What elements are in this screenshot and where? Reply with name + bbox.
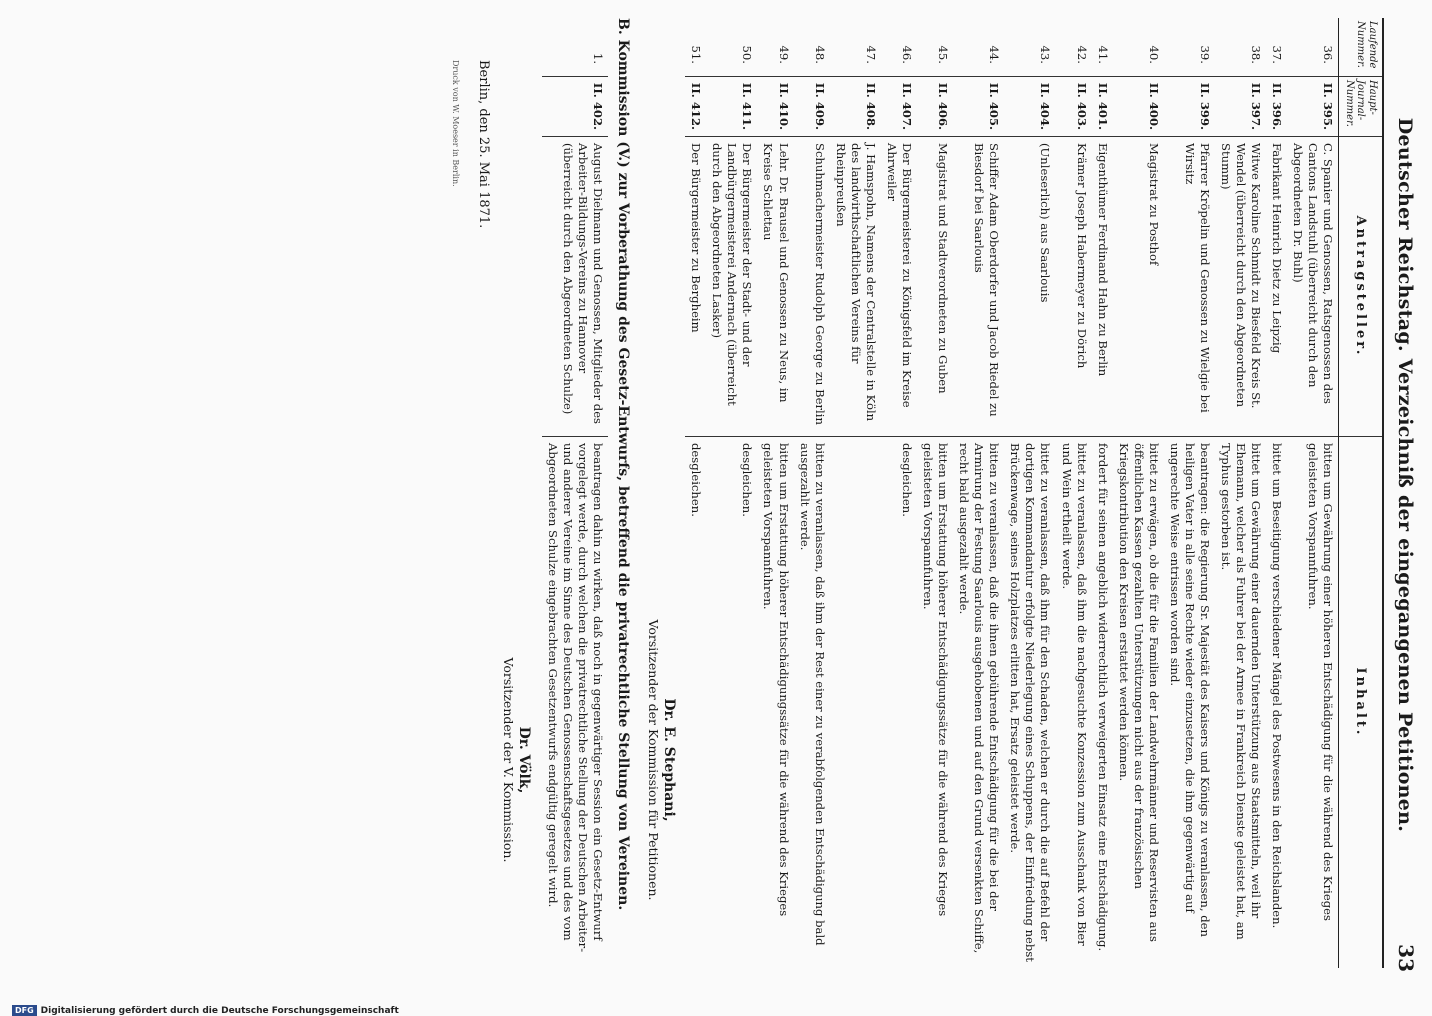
signature-block-a: [646, 560, 677, 960]
signature-b-name: Dr. Völk,: [516, 726, 532, 794]
row-applicant: Krämer Joseph Habermeyer zu Dörich: [1056, 136, 1092, 436]
table-row: [1004, 18, 1055, 968]
place-date: Berlin, den 25. Mai 1871.: [476, 60, 491, 229]
row-content: beantragen: die Regierung Sr. Majestät des Kaisers und Königs zu veranlassen, den heiligen Vater in alle seine Rechte wieder einzusetzen, die ihm gegenwärtig auf ungerechte Weise entrissen worden sind.: [1164, 436, 1215, 968]
table-row: [1164, 18, 1215, 968]
row-journal: II. 407.: [881, 76, 917, 136]
row-applicant: J. Hamspohn, Namens der Centralstelle in Köln des landwirthschaftlichen Vereins für Rheinpreußen: [830, 136, 881, 436]
row-number: 1.: [591, 52, 605, 64]
row-content: bittet zu veranlassen, daß ihm für den Schaden, welchen er durch die auf Befehl der dortigen Kommandantur erfolgte Niederlegung eines Schuppens, der Einfriedung nebst Brückenwage, seines Holzplatzes erlitten hat, Ersatz geleistet werde.: [1004, 436, 1055, 968]
row-number: 38.: [1249, 45, 1264, 64]
row-journal: II. 402.: [542, 76, 608, 136]
row-number: 46.: [900, 45, 914, 64]
row-journal: II. 403.: [1056, 76, 1092, 136]
section-b-table: [542, 18, 608, 968]
row-content: bitten zu veranlassen, daß die ihnen gebührende Entschädigung für die bei der Armirung der Festung Saarlouis ausgehobenen und auf den Grund versenkten Schiffe, recht bald ausgezahlt werde.: [953, 436, 1004, 968]
table-row: [1287, 18, 1338, 968]
row-journal: II. 399.: [1164, 76, 1215, 136]
row-applicant: August Dielmann und Genossen, Mitglieder des Arbeiter-Bildungs-Vereins zu Hannover (überreicht durch den Abgeordneten Schulze): [542, 136, 608, 436]
col-header-journal: Haupt-Journal-Nummer.: [1340, 76, 1383, 136]
row-applicant: Pfarrer Kröpelin und Genossen zu Wielgie bei Wirsitz: [1164, 136, 1215, 436]
row-content: desgleichen.: [706, 436, 757, 968]
table-row: [881, 18, 917, 968]
row-applicant: (Unleserlich) aus Saarlouis: [1004, 136, 1055, 436]
row-content: bittet um Gewährung einer dauernden Unterstützung aus Staatsmitteln, weil ihr Ehemann, welcher als Fuhrer bei der Armee in Frankreich Dienste geleistet hat, am Typhus gestorben ist.: [1215, 436, 1266, 968]
row-number: 48.: [812, 45, 827, 64]
section-b-heading: B. Kommission (V.) zur Vorberathung des Gesetz-Entwurfs, betreffend die privatrechtliche Stellung von Vereinen.: [615, 18, 631, 911]
row-applicant: Witwe Karoline Schmidt zu Biesfeld Kreis St. Wendel (überreicht durch den Abgeordneten Stumm): [1215, 136, 1266, 436]
row-content: bitten um Erstattung höherer Entschädigungssätze für die während des Krieges geleisteten Vorspannfuhren.: [917, 436, 953, 968]
page-title: Deutscher Reichstag. Verzeichniß der eingegangenen Petitionen.: [1394, 117, 1416, 833]
row-journal: II. 401.: [1092, 76, 1113, 136]
row-journal: II. 410.: [757, 76, 793, 136]
row-content: bittet zu erwägen, ob die für die Familien der Landwehrmänner und Reservisten aus öffentlichen Kassen gezahlten Unterstützungen nicht aus der französischen Kriegskontribution den Kreisen erstattet werden können.: [1113, 436, 1164, 968]
row-applicant: Fabrikant Heinrich Dietz zu Leipzig: [1266, 136, 1287, 436]
row-content: [830, 436, 881, 968]
row-number: 39.: [1198, 45, 1213, 64]
row-journal: II. 412.: [685, 76, 706, 136]
row-number: 40.: [1146, 45, 1161, 64]
row-journal: II. 400.: [1113, 76, 1164, 136]
table-row: [830, 18, 881, 968]
signature-a-name: Dr. E. Stephani,: [661, 698, 677, 822]
dfg-credit-text: Digitalisierung gefördert durch die Deutsche Forschungsgemeinschaft: [40, 1006, 399, 1016]
row-journal: II. 404.: [1004, 76, 1055, 136]
row-content: bitten um Erstattung höherer Entschädigungssätze für die während des Krieges geleisteten Vorspannfuhren.: [757, 436, 793, 968]
row-number: 44.: [987, 45, 1002, 64]
row-content: bitten zu veranlassen, daß ihm der Rest einer zu verabfolgenden Entschädigung bald ausgezahlt werde.: [794, 436, 830, 968]
row-number: 43.: [1038, 45, 1053, 64]
row-number: 49.: [776, 45, 791, 64]
row-applicant: C. Spanier und Genossen, Ratsgenossen des Cantons Landstuhl (überreicht durch den Abgeordneten Dr. Buhl): [1287, 136, 1338, 436]
margin-strip: [0, 965, 1432, 1016]
row-journal: II. 397.: [1215, 76, 1266, 136]
table-row: [757, 18, 793, 968]
page-number: 33: [1394, 944, 1418, 972]
table-header: [1339, 18, 1383, 968]
row-number: 50.: [740, 45, 755, 64]
petitions-table: [685, 18, 1384, 968]
printer-note: Druck von W. Moeser in Berlin.: [451, 60, 460, 187]
row-applicant: Der Bürgermeister zu Bergheim: [685, 136, 706, 436]
row-applicant: Der Bürgermeister der Stadt- und der Landbürgermeisterei Andernach (überreicht durch den Abgeordneten Lasker): [706, 136, 757, 436]
row-applicant: Der Bürgermeisterei zu Königsfeld im Kreise Ahrweiler: [881, 136, 917, 436]
signature-a-role: Vorsitzender der Kommission für Petitionen.: [646, 619, 661, 901]
row-content: bitten um Gewährung einer höheren Entschädigung für die während des Krieges geleisteten Vorspannfuhren.: [1287, 436, 1338, 968]
row-journal: II. 405.: [953, 76, 1004, 136]
row-number: 37.: [1270, 45, 1285, 64]
row-journal: II. 395.: [1287, 76, 1338, 136]
row-applicant: Schiffer Adam Oberdorfer und Jacob Riedel zu Biesdorf bei Saarlouis: [953, 136, 1004, 436]
row-applicant: Magistrat zu Posthof: [1113, 136, 1164, 436]
row-applicant: Lehr. Dr. Brausel und Genossen zu Neus, im Kreise Schlettau: [757, 136, 793, 436]
row-number: 36.: [1321, 45, 1336, 64]
col-header-applicant: Antragsteller.: [1340, 136, 1383, 436]
row-content: desgleichen.: [881, 436, 917, 968]
page-header: [1386, 0, 1422, 1000]
row-content: beantragen dahin zu wirken, daß noch in gegenwärtiger Session ein Gesetz-Entwurf vorgelegt werde, durch welchen die privatrechtliche Stellung der Deutschen Arbeiter- und anderer Vereine im Sinne des Deutschen Genossenschaftsgesetzes und des vom Abgeordneten Schulze eingebrachten Gesetzentwurfs endgültig geregelt wird.: [542, 436, 608, 968]
row-content: bittet um Beseitigung verschiedener Mängel des Postwesens in den Reichslanden.: [1266, 436, 1287, 968]
row-applicant: Magistrat und Stadtverordneten zu Guben: [917, 136, 953, 436]
col-header-no: Laufende Nummer.: [1355, 21, 1378, 69]
dfg-logo-badge: DFG: [12, 1005, 37, 1016]
row-journal: II. 396.: [1266, 76, 1287, 136]
row-applicant: Eigenthümer Ferdinand Hahn zu Berlin: [1092, 136, 1113, 436]
row-number: 47.: [863, 45, 878, 64]
row-journal: II. 409.: [794, 76, 830, 136]
table-row: [794, 18, 830, 968]
col-header-content: Inhalt.: [1340, 436, 1383, 968]
row-content: fordert für seinen angeblich widerrechtlich verweigerten Einsatz eine Entschädigung.: [1092, 436, 1113, 968]
row-content: bittet zu veranlassen, daß ihm die nachgesuchte Konzession zum Ausschank von Bier und Wein ertheilt werde.: [1056, 436, 1092, 968]
row-journal: II. 411.: [706, 76, 757, 136]
row-applicant: Schuhmachermeister Rudolph George zu Berlin: [794, 136, 830, 436]
row-number: 51.: [689, 45, 704, 64]
table-row: [1056, 18, 1092, 968]
table-row: [1215, 18, 1266, 968]
dfg-credit: [12, 1005, 399, 1016]
row-number: 42.: [1074, 45, 1089, 64]
row-journal: II. 406.: [917, 76, 953, 136]
table-row: [1266, 18, 1287, 968]
row-number: 45.: [936, 45, 951, 64]
table-body: [685, 18, 1338, 968]
table-row: [953, 18, 1004, 968]
row-content: desgleichen.: [685, 436, 706, 968]
signature-block-b: [501, 560, 532, 960]
signature-b-role: Vorsitzender der V. Kommission.: [501, 657, 516, 863]
table-row: [1092, 18, 1113, 968]
table-row: [542, 18, 608, 968]
row-number: 41.: [1095, 45, 1110, 64]
table-row: [1113, 18, 1164, 968]
table-row: [685, 18, 706, 968]
table-row: [917, 18, 953, 968]
row-journal: II. 408.: [830, 76, 881, 136]
table-row: [706, 18, 757, 968]
